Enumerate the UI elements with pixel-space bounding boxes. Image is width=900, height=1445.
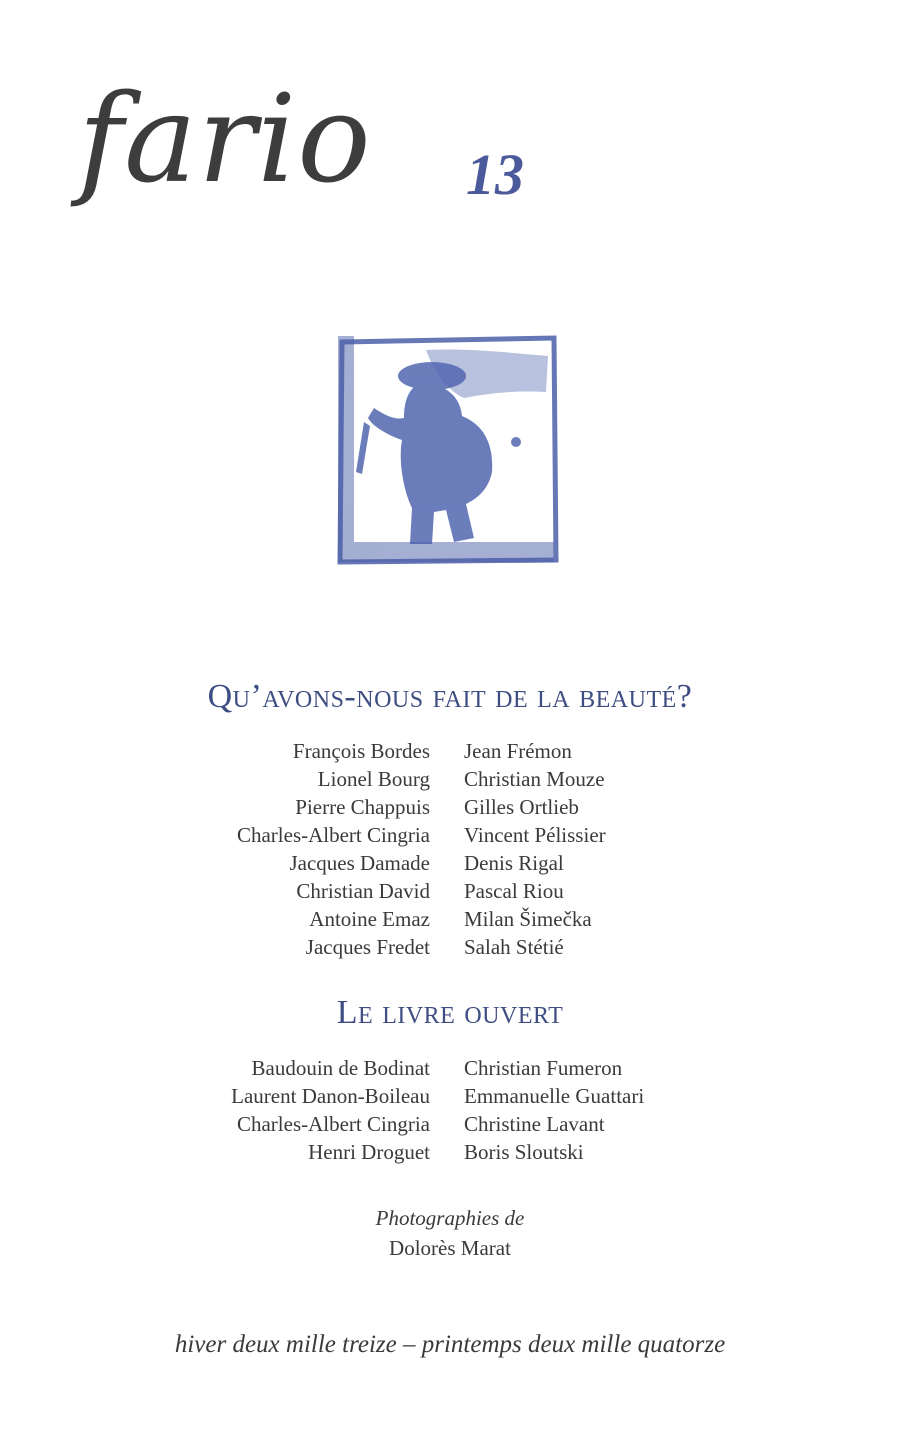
contributor-name: Charles-Albert Cingria [236,823,430,847]
season-line: hiver deux mille treize – printemps deux mille quatorze [174,1331,726,1358]
section-title-open-book: Le livre ouvert [336,994,564,1031]
contributor-name: Vincent Pélissier [464,823,606,847]
contributor-name: Baudouin de Bodinat [251,1056,430,1080]
photographer-name: Dolorès Marat [389,1236,511,1260]
contributor-name: Christian Mouze [464,767,605,791]
contributor-name: Jacques Fredet [305,935,430,959]
contributor-name: Pascal Riou [464,879,564,903]
contributor-name: Christian David [296,879,430,903]
contributor-name: Salah Stétié [464,935,564,959]
journal-title: fario [78,68,372,210]
contributor-name: Boris Sloutski [464,1140,584,1164]
contributor-name: Charles-Albert Cingria [236,1112,430,1136]
contributor-name: Jean Frémon [464,739,572,763]
woodcut-emblem [334,332,560,568]
contributors-left-column [237,737,430,961]
contributor-name: Laurent Danon-Boileau [231,1084,430,1108]
section-title-beauty: Qu’avons-nous fait de la beauté? [207,678,693,715]
contributors-right-column [464,1054,644,1166]
contributor-name: Denis Rigal [464,851,564,875]
contributors-left-column [231,1054,430,1166]
photographs-label: Photographies de [375,1206,525,1230]
contributor-name: Christian Fumeron [464,1056,623,1080]
contributors-right-column [464,737,606,961]
contributor-name: Emmanuelle Guattari [464,1084,645,1108]
issue-number: 13 [466,142,524,207]
contributor-name: Gilles Ortlieb [464,795,579,819]
contributor-name: Lionel Bourg [317,767,430,791]
contributor-name: Antoine Emaz [309,907,430,931]
contributor-name: Christine Lavant [464,1112,605,1136]
contributor-name: Pierre Chappuis [295,795,430,819]
contributor-name: Henri Droguet [308,1140,430,1164]
contributor-name: Milan Šimečka [464,907,592,931]
contributor-name: François Bordes [292,739,430,763]
contributor-name: Jacques Damade [289,851,430,875]
